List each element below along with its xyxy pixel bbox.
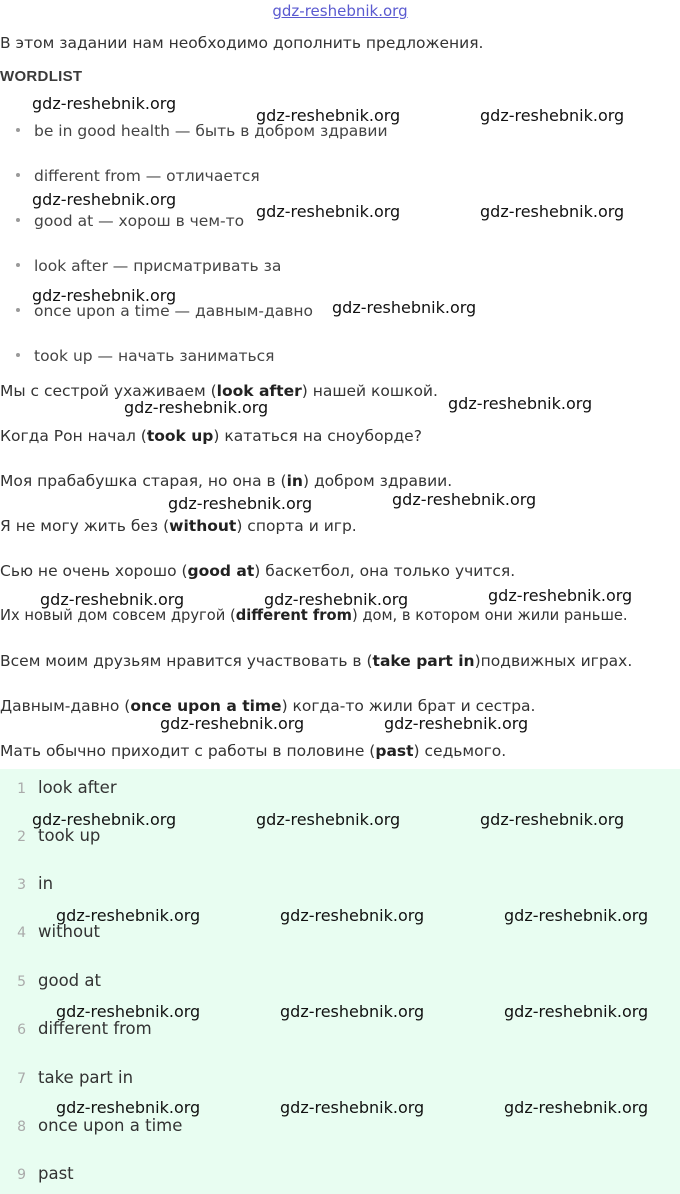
answer-text: past [38, 1164, 74, 1183]
answer-row [0, 1019, 152, 1038]
sentence: Когда Рон начал (took up) кататься на сноуборде? [0, 427, 422, 445]
watermark: gdz-reshebnik.org [56, 1098, 201, 1117]
watermark: gdz-reshebnik.org [56, 906, 201, 925]
answer-number: 9 [17, 1167, 26, 1183]
answer-text: took up [38, 826, 101, 845]
watermark: gdz-reshebnik.org [504, 1098, 649, 1117]
watermark: gdz-reshebnik.org [504, 906, 649, 925]
watermark: gdz-reshebnik.org [32, 190, 177, 209]
watermark: gdz-reshebnik.org [504, 1002, 649, 1021]
wordlist-item: good at — хорош в чем-то [16, 212, 244, 230]
sentence: Сью не очень хорошо (good at) баскетбол, она только учится. [0, 562, 516, 580]
intro-text: В этом задании нам необходимо дополнить предложения. [0, 34, 484, 52]
watermark: gdz-reshebnik.org [264, 590, 409, 609]
bullet-icon [16, 218, 20, 222]
answer-row [0, 1164, 74, 1183]
watermark: gdz-reshebnik.org [40, 590, 185, 609]
answer-number: 1 [17, 781, 26, 797]
sentence: Моя прабабушка старая, но она в (in) добром здравии. [0, 472, 453, 490]
answer-number: 5 [17, 974, 26, 990]
answer-number: 4 [17, 925, 26, 941]
sentence-answer: look after [216, 382, 302, 400]
answer-number: 8 [17, 1119, 26, 1135]
answer-number: 2 [17, 829, 26, 845]
answer-text: take part in [38, 1068, 134, 1087]
watermark: gdz-reshebnik.org [392, 490, 537, 509]
answer-text: good at [38, 971, 101, 990]
bullet-icon [16, 173, 20, 177]
sentence: Я не могу жить без (without) спорта и игр. [0, 517, 357, 535]
watermark: gdz-reshebnik.org [280, 1002, 425, 1021]
watermark: gdz-reshebnik.org [480, 202, 625, 221]
answer-number: 6 [17, 1022, 26, 1038]
watermark: gdz-reshebnik.org [332, 298, 477, 317]
sentence-answer: without [169, 517, 237, 535]
sentence-answer: once upon a time [130, 697, 282, 715]
sentence: Мы с сестрой ухаживаем (look after) нашей кошкой. [0, 382, 438, 400]
answer-text: once upon a time [38, 1116, 183, 1135]
watermark: gdz-reshebnik.org [256, 106, 401, 125]
watermark: gdz-reshebnik.org [32, 94, 177, 113]
watermark: gdz-reshebnik.org [480, 810, 625, 829]
watermark: gdz-reshebnik.org [488, 586, 633, 605]
answer-text: without [38, 922, 101, 941]
answer-row [0, 971, 101, 990]
sentence: Мать обычно приходит с работы в половине (past) седьмого. [0, 742, 507, 760]
answer-text: different from [38, 1019, 152, 1038]
bullet-icon [16, 263, 20, 267]
answer-row [0, 1116, 182, 1135]
sentence: Всем моим друзьям нравится участвовать в (take part in)подвижных играх. [0, 652, 633, 670]
sentence-answer: take part in [372, 652, 475, 670]
answer-row [0, 874, 53, 893]
sentence-answer: different from [235, 607, 352, 624]
watermark: gdz-reshebnik.org [168, 494, 313, 513]
site-header-link[interactable]: gdz-reshebnik.org [272, 2, 408, 20]
answer-text: in [38, 874, 54, 893]
watermark: gdz-reshebnik.org [124, 398, 269, 417]
sentence-answer: good at [187, 562, 255, 580]
watermark: gdz-reshebnik.org [280, 906, 425, 925]
sentence-answer: took up [146, 427, 214, 445]
watermark: gdz-reshebnik.org [32, 286, 177, 305]
watermark: gdz-reshebnik.org [256, 202, 401, 221]
watermark: gdz-reshebnik.org [256, 810, 401, 829]
bullet-icon [16, 128, 20, 132]
watermark: gdz-reshebnik.org [56, 1002, 201, 1021]
wordlist-title: WORDLIST [0, 68, 83, 85]
wordlist-item: different from — отличается [16, 167, 260, 185]
watermark: gdz-reshebnik.org [160, 714, 305, 733]
bullet-icon [16, 308, 20, 312]
sentence: Давным-давно (once upon a time) когда-то жили брат и сестра. [0, 697, 536, 715]
watermark: gdz-reshebnik.org [448, 394, 593, 413]
answer-row [0, 1068, 133, 1087]
watermark: gdz-reshebnik.org [384, 714, 529, 733]
bullet-icon [16, 353, 20, 357]
wordlist-item: once upon a time — давным-давно [16, 302, 313, 320]
wordlist-item: look after — присматривать за [16, 257, 281, 275]
sentence-answer: past [375, 742, 414, 760]
sentence-answer: in [286, 472, 303, 490]
answer-text: look after [38, 778, 117, 797]
answer-number: 7 [17, 1071, 26, 1087]
answer-number: 3 [17, 877, 26, 893]
watermark: gdz-reshebnik.org [32, 810, 177, 829]
sentence: Их новый дом совсем другой (different from) дом, в котором они жили раньше. [0, 607, 628, 624]
watermark: gdz-reshebnik.org [480, 106, 625, 125]
answer-row [0, 778, 117, 797]
wordlist-item: took up — начать заниматься [16, 347, 275, 365]
watermark: gdz-reshebnik.org [280, 1098, 425, 1117]
wordlist-item: be in good health — быть в добром здравии [16, 122, 388, 140]
